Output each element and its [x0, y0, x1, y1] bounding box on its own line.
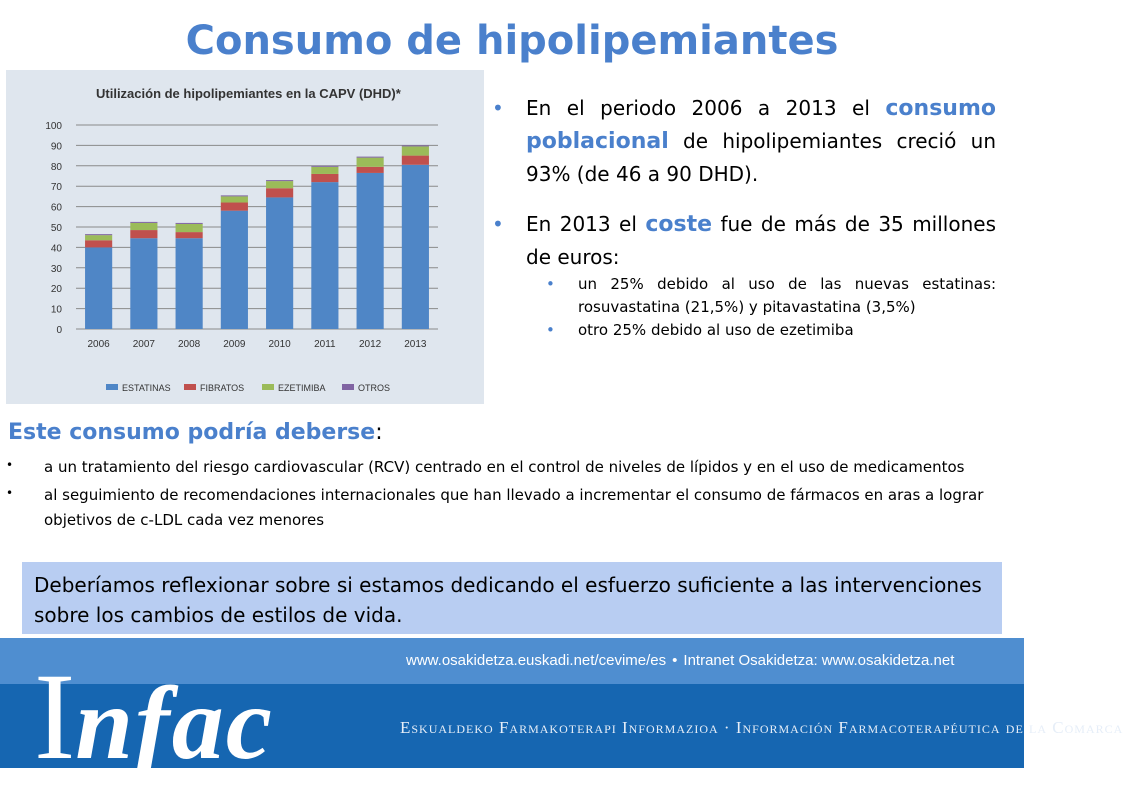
y-tick-label: 70: [50, 182, 62, 194]
x-tick-label: 2008: [178, 339, 201, 350]
highlight-coste: coste: [645, 212, 713, 237]
bullet-dot-icon: •: [492, 96, 504, 120]
bar-ezetimiba-2009: [221, 196, 248, 202]
y-tick-label: 50: [50, 223, 62, 234]
footer-link-intranet[interactable]: Intranet Osakidetza: www.osakidetza.net: [683, 652, 955, 669]
x-tick-label: 2013: [404, 339, 427, 350]
footer-urls: www.osakidetza.euskadi.net/cevime/es • Intranet Osakidetza: www.osakidetza.net: [406, 652, 955, 669]
bar-ezetimiba-2010: [266, 181, 293, 188]
legend-swatch-fibratos: [184, 384, 196, 390]
y-tick-label: 30: [50, 263, 62, 275]
reasons-list: [6, 455, 1018, 536]
bullet-cost: • En 2013 el coste fue de más de 35 millones de euros:: [492, 208, 996, 273]
section-heading: Este consumo podría deberse:: [8, 420, 383, 445]
bar-estatinas-2011: [311, 182, 338, 329]
bar-estatinas-2012: [357, 173, 384, 329]
bar-otros-2012: [357, 157, 384, 158]
bar-fibratos-2011: [311, 174, 338, 182]
bar-fibratos-2008: [176, 232, 203, 238]
x-tick-label: 2011: [314, 339, 336, 350]
sub-bullet-statins: • un 25% debido al uso de las nuevas estatinas: rosuvastatina (21,5%) y pitavastatina (3,5%): [546, 275, 996, 316]
chart-title: Utilización de hipolipemiantes en la CAPV (DHD)*: [96, 86, 401, 101]
summary-text: [492, 92, 996, 342]
legend-swatch-ezetimiba: [262, 384, 274, 390]
bar-estatinas-2013: [402, 165, 429, 329]
x-tick-label: 2007: [132, 339, 155, 350]
stacked-bar-chart: [6, 70, 484, 404]
bar-fibratos-2009: [221, 203, 248, 211]
bar-fibratos-2012: [357, 167, 384, 173]
legend-label-estatinas: ESTATINAS: [122, 383, 171, 393]
legend-swatch-otros: [342, 384, 354, 390]
x-tick-label: 2009: [223, 339, 246, 350]
x-tick-label: 2010: [268, 339, 291, 350]
bullet-dot-icon: •: [546, 275, 555, 293]
bar-otros-2009: [221, 195, 248, 196]
list-item: • al seguimiento de recomendaciones internacionales que han llevado a incrementar el consumo de fármacos en aras a lograr objetivos de c-LDL cada vez menores: [6, 483, 1018, 533]
bullet-dot-icon: •: [6, 486, 14, 500]
bar-estatinas-2008: [176, 238, 203, 329]
y-tick-label: 0: [56, 325, 62, 336]
legend-swatch-estatinas: [106, 384, 118, 390]
bar-otros-2008: [176, 223, 203, 224]
bar-fibratos-2010: [266, 188, 293, 197]
callout-box: Deberíamos reflexionar sobre si estamos dedicando el esfuerzo suficiente a las intervenciones sobre los cambios de estilos de vida.: [22, 562, 1002, 634]
y-tick-label: 20: [50, 284, 62, 296]
bar-fibratos-2013: [402, 156, 429, 165]
bar-ezetimiba-2012: [357, 158, 384, 167]
bar-estatinas-2007: [130, 238, 157, 329]
bar-ezetimiba-2006: [85, 235, 112, 240]
y-tick-label: 40: [50, 243, 62, 255]
footer-link-cevime[interactable]: www.osakidetza.euskadi.net/cevime/es: [406, 652, 667, 669]
bar-otros-2010: [266, 180, 293, 181]
legend-label-ezetimiba: EZETIMIBA: [278, 383, 326, 393]
sub-bullet-ezetimibe: • otro 25% debido al uso de ezetimiba: [492, 319, 996, 342]
bar-otros-2006: [85, 234, 112, 235]
bullet-dot-icon: •: [546, 321, 555, 339]
legend-label-otros: OTROS: [358, 383, 391, 393]
bar-otros-2013: [402, 145, 429, 146]
y-tick-label: 90: [50, 141, 62, 153]
footer-tagline: Eskualdeko Farmakoterapi Informazioa · Información Farmacoterapéutica de la Comarca: [400, 718, 1123, 737]
x-tick-label: 2012: [359, 339, 382, 350]
bar-estatinas-2006: [85, 247, 112, 329]
infac-logo: Infac: [34, 648, 274, 785]
chart-panel: [6, 70, 484, 404]
page-title: Consumo de hipolipemiantes: [185, 18, 839, 64]
bar-ezetimiba-2008: [176, 224, 203, 232]
bar-estatinas-2009: [221, 211, 248, 329]
bar-ezetimiba-2013: [402, 146, 429, 155]
bullet-dot-icon: •: [492, 212, 504, 236]
bar-otros-2007: [130, 222, 157, 223]
bar-otros-2011: [311, 166, 338, 167]
x-tick-label: 2006: [87, 339, 110, 350]
y-tick-label: 100: [45, 121, 62, 132]
y-tick-label: 60: [50, 202, 62, 214]
bullet-consumption: • En el periodo 2006 a 2013 el consumo poblacional de hipolipemiantes creció un 93% (de 46 a 90 DHD).: [492, 92, 996, 190]
list-item: • a un tratamiento del riesgo cardiovascular (RCV) centrado en el control de niveles de lípidos y en el uso de medicamentos: [6, 455, 1018, 480]
highlight-consumo: consumo poblacional: [526, 96, 996, 154]
bar-fibratos-2006: [85, 240, 112, 247]
y-tick-label: 10: [50, 304, 62, 316]
bullet-dot-icon: •: [6, 458, 14, 472]
bar-ezetimiba-2007: [130, 223, 157, 230]
bar-ezetimiba-2011: [311, 167, 338, 174]
bar-estatinas-2010: [266, 197, 293, 329]
bar-fibratos-2007: [130, 230, 157, 238]
y-tick-label: 80: [50, 161, 62, 173]
legend-label-fibratos: FIBRATOS: [200, 383, 245, 393]
